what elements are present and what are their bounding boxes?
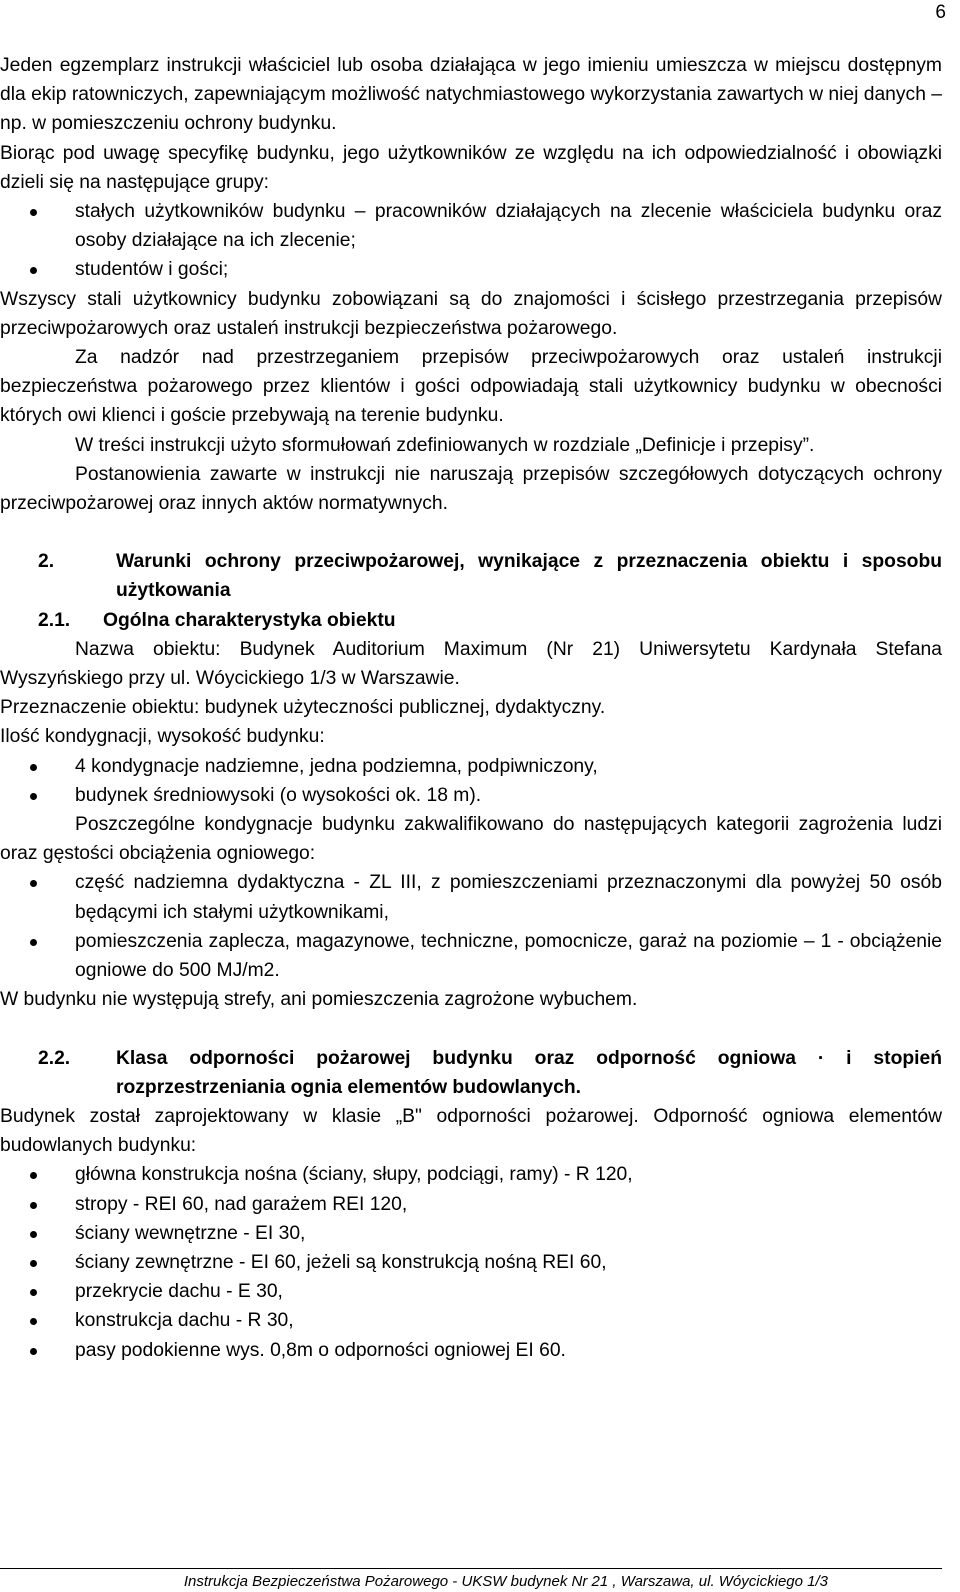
section-2-title: Warunki ochrony przeciwpożarowej, wynikające z przeznaczenia obiektu i sposobu użytkowania xyxy=(116,551,942,602)
section-2-2-number: 2.2. xyxy=(38,1047,71,1069)
list-item: ściany wewnętrzne - EI 30, xyxy=(0,1219,942,1248)
paragraph-instruction-copy: Jeden egzemplarz instrukcji właściciel lub osoba działająca w jego imieniu umieszcza w miejscu dostępnym dla ekip ratowniczych, zapewniającym możliwość natychmiastowego wykorzystania zawartych w niej danych – np. w pomieszczeniu ochrony budynku. xyxy=(0,55,942,135)
section-2-number: 2. xyxy=(38,551,55,573)
paragraph-permanent-users: Wszyscy stali użytkownicy budynku zobowiązani są do znajomości i ścisłego przestrzegania przepisów przeciwpożarowych oraz ustaleń instrukcji bezpieczeństwa pożarowego. xyxy=(0,288,942,339)
paragraph-object-name: Nazwa obiektu: Budynek Auditorium Maximum (Nr 21) Uniwersytetu Kardynała Stefana Wyszyńskiego przy ul. Wóycickiego 1/3 w Warszawie. xyxy=(0,638,942,690)
page-number: 6 xyxy=(935,2,946,23)
list-item: konstrukcja dachu - R 30, xyxy=(0,1306,942,1335)
paragraph-categories-intro: Poszczególne kondygnacje budynku zakwalifikowano do następujących kategorii zagrożenia ludzi oraz gęstości obciążenia ogniowego: xyxy=(0,814,942,865)
section-2-1-title: Ogólna charakterystyka obiektu xyxy=(103,609,396,631)
section-2-heading xyxy=(0,547,942,605)
paragraph-definitions: W treści instrukcji użyto sformułowań zdefiniowanych w rozdziale „Definicje i przepisy”. xyxy=(75,434,815,456)
categories-list xyxy=(0,868,942,985)
page-footer: Instrukcja Bezpieczeństwa Pożarowego - UKSW budynek Nr 21 , Warszawa, ul. Wóycickiego 1/3 xyxy=(183,1573,828,1590)
footer-divider xyxy=(0,1568,942,1569)
list-item: budynek średniowysoki (o wysokości ok. 18 m). xyxy=(0,781,942,810)
paragraph-object-purpose: Przeznaczenie obiektu: budynek użyteczności publicznej, dydaktyczny. xyxy=(0,697,606,719)
list-item: pomieszczenia zaplecza, magazynowe, techniczne, pomocnicze, garaż na poziomie – 1 - obciążenie ogniowe do 500 MJ/m2. xyxy=(0,927,942,985)
list-item: studentów i gości; xyxy=(0,255,942,284)
levels-list xyxy=(0,752,942,810)
section-2-2-title: Klasa odporności pożarowej budynku oraz odporność ogniowa · i stopień rozprzestrzeniania ognia elementów budowlanych. xyxy=(116,1047,942,1098)
paragraph-fire-class: Budynek został zaprojektowany w klasie „B" odporności pożarowej. Odporność ogniowa elementów budowlanych budynku: xyxy=(0,1105,942,1157)
list-item: 4 kondygnacje nadziemne, jedna podziemna, podpiwniczony, xyxy=(0,752,942,781)
paragraph-provisions: Postanowienia zawarte w instrukcji nie naruszają przepisów szczegółowych dotyczących ochrony przeciwpożarowej oraz innych aktów normatywnych. xyxy=(0,463,942,515)
paragraph-levels-height: Ilość kondygnacji, wysokość budynku: xyxy=(0,726,325,748)
list-item: przekrycie dachu - E 30, xyxy=(0,1277,942,1306)
list-item: część nadziemna dydaktyczna - ZL III, z pomieszczeniami przeznaczonymi dla powyżej 50 osób będącymi ich stałymi użytkownikami, xyxy=(0,868,942,926)
list-item: stropy - REI 60, nad garażem REI 120, xyxy=(0,1190,942,1219)
paragraph-user-groups-intro: Biorąc pod uwagę specyfikę budynku, jego użytkowników ze względu na ich odpowiedzialność i obowiązki dzieli się na następujące grupy: xyxy=(0,142,942,193)
user-groups-list xyxy=(0,197,942,285)
list-item: pasy podokienne wys. 0,8m o odporności ogniowej EI 60. xyxy=(0,1336,942,1365)
fire-resistance-list xyxy=(0,1160,942,1364)
paragraph-explosion-zones: W budynku nie występują strefy, ani pomieszczenia zagrożone wybuchem. xyxy=(0,989,638,1011)
paragraph-supervision: Za nadzór nad przestrzeganiem przepisów przeciwpożarowych oraz ustaleń instrukcji bezpieczeństwa pożarowego przez klientów i gości odpowiadają stali użytkownicy budynku w obecności których owi klienci i goście przebywają na terenie budynku. xyxy=(0,347,942,427)
document-body xyxy=(0,51,942,1365)
section-2-1-heading xyxy=(0,606,942,635)
list-item: główna konstrukcja nośna (ściany, słupy, podciągi, ramy) - R 120, xyxy=(0,1160,942,1189)
section-2-2-heading xyxy=(0,1044,942,1102)
list-item: stałych użytkowników budynku – pracowników działających na zlecenie właściciela budynku oraz osoby działające na ich zlecenie; xyxy=(0,197,942,255)
section-2-1-number: 2.1. xyxy=(38,609,71,631)
list-item: ściany zewnętrzne - EI 60, jeżeli są konstrukcją nośną REI 60, xyxy=(0,1248,942,1277)
